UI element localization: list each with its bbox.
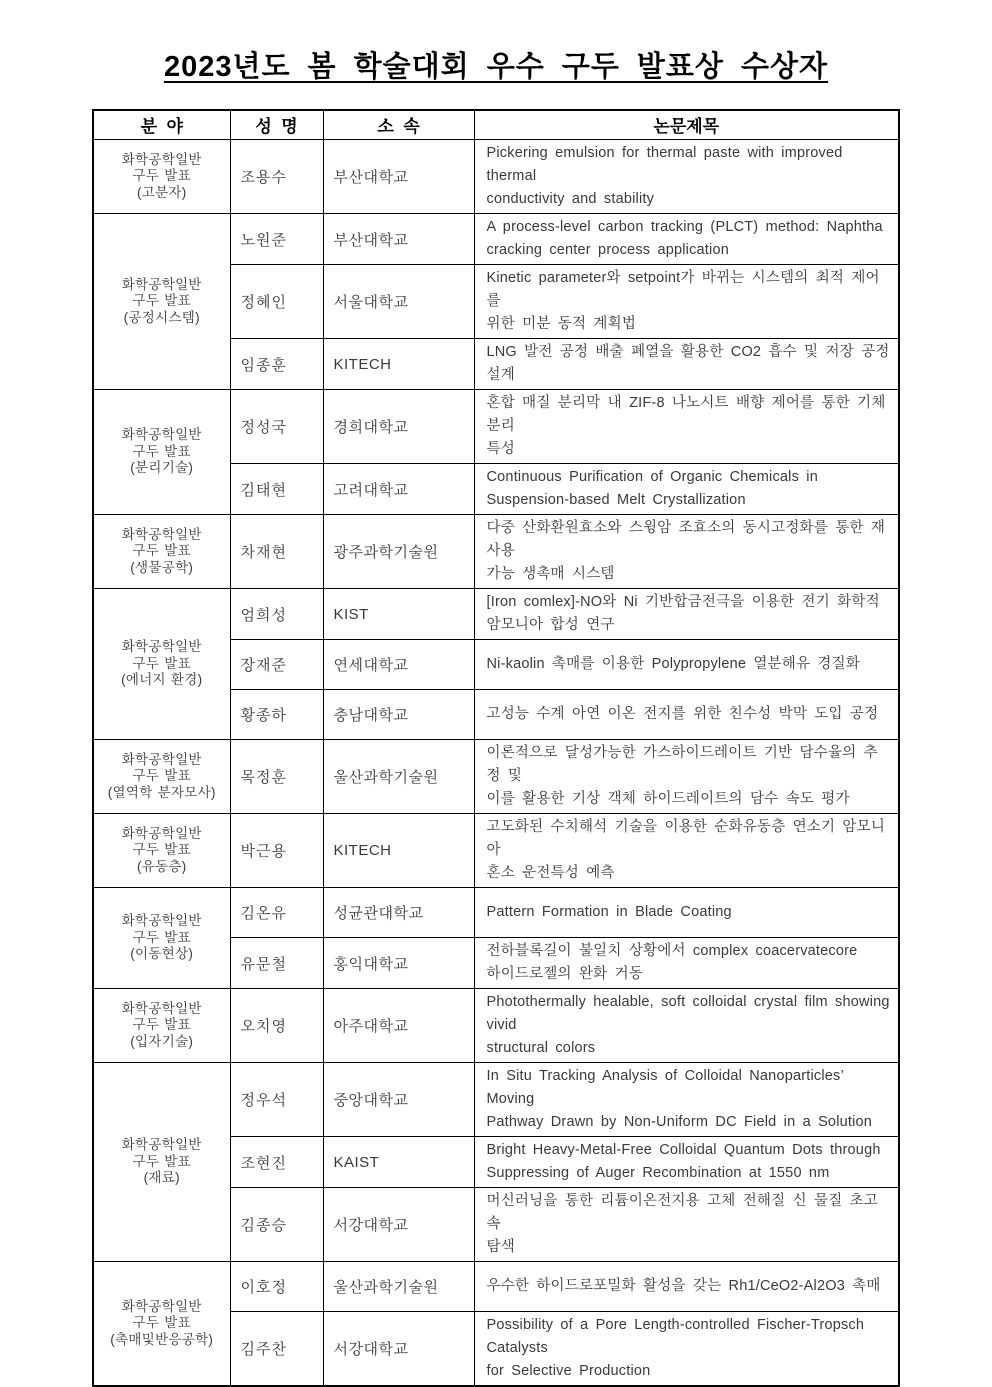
affiliation: 경희대학교: [323, 390, 474, 464]
winner-name: 이호정: [230, 1262, 323, 1312]
column-header-name: 성 명: [230, 110, 323, 140]
paper-title: Pattern Formation in Blade Coating: [474, 888, 899, 938]
paper-title: Continuous Purification of Organic Chemicals in Suspension-based Melt Crystallization: [474, 464, 899, 515]
winner-name: 황종하: [230, 690, 323, 740]
affiliation: 서강대학교: [323, 1312, 474, 1387]
affiliation: KAIST: [323, 1137, 474, 1188]
table-row: [93, 814, 899, 888]
paper-title: 전하블록길이 불일치 상황에서 complex coacervatecore 하이드로젤의 완화 거동: [474, 938, 899, 989]
paper-title: 이론적으로 달성가능한 가스하이드레이트 기반 담수율의 추정 및 이를 활용한 기상 객체 하이드레이트의 담수 속도 평가: [474, 740, 899, 814]
paper-title: LNG 발전 공정 배출 폐열을 활용한 CO2 흡수 및 저장 공정 설계: [474, 339, 899, 390]
table-row: [93, 989, 899, 1063]
paper-title: 혼합 매질 분리막 내 ZIF-8 나노시트 배향 제어를 통한 기체 분리 특성: [474, 390, 899, 464]
affiliation: 연세대학교: [323, 640, 474, 690]
table-row: [93, 214, 899, 265]
affiliation: 서울대학교: [323, 265, 474, 339]
paper-title: Kinetic parameter와 setpoint가 바뀌는 시스템의 최적 제어를 위한 미분 동적 계획법: [474, 265, 899, 339]
winner-name: 정성국: [230, 390, 323, 464]
field-cell: 화학공학일반 구두 발표 (촉매및반응공학): [93, 1262, 230, 1387]
field-cell: 화학공학일반 구두 발표 (고분자): [93, 140, 230, 214]
table-row: [93, 888, 899, 938]
affiliation: 아주대학교: [323, 989, 474, 1063]
affiliation: 고려대학교: [323, 464, 474, 515]
affiliation: 서강대학교: [323, 1188, 474, 1262]
winner-name: 박근용: [230, 814, 323, 888]
affiliation: 홍익대학교: [323, 938, 474, 989]
winner-name: 목정훈: [230, 740, 323, 814]
paper-title: 고성능 수계 아연 이온 전지를 위한 친수성 박막 도입 공정: [474, 690, 899, 740]
awards-table: [92, 109, 900, 1387]
table-row: [93, 1063, 899, 1137]
winner-name: 정우석: [230, 1063, 323, 1137]
table-row: [93, 140, 899, 214]
paper-title: Photothermally healable, soft colloidal crystal film showing vivid structural colors: [474, 989, 899, 1063]
affiliation: KIST: [323, 589, 474, 640]
winner-name: 엄희성: [230, 589, 323, 640]
page-title: 2023년도 봄 학술대회 우수 구두 발표상 수상자: [163, 51, 829, 83]
paper-title: Pickering emulsion for thermal paste with improved thermal conductivity and stability: [474, 140, 899, 214]
winner-name: 정혜인: [230, 265, 323, 339]
column-header-paper-title: 논문제목: [474, 110, 899, 140]
paper-title: [Iron comlex]-NO와 Ni 기반합금전극을 이용한 전기 화학적 암모니아 합성 연구: [474, 589, 899, 640]
affiliation: 부산대학교: [323, 140, 474, 214]
winner-name: 조용수: [230, 140, 323, 214]
field-cell: 화학공학일반 구두 발표 (열역학 분자모사): [93, 740, 230, 814]
winner-name: 노원준: [230, 214, 323, 265]
winner-name: 김온유: [230, 888, 323, 938]
table-row: [93, 515, 899, 589]
affiliation: 울산과학기술원: [323, 740, 474, 814]
affiliation: 성균관대학교: [323, 888, 474, 938]
table-row: [93, 589, 899, 640]
affiliation: 부산대학교: [323, 214, 474, 265]
awards-table-body: [93, 140, 899, 1387]
winner-name: 장재준: [230, 640, 323, 690]
field-cell: 화학공학일반 구두 발표 (에너지 환경): [93, 589, 230, 740]
winner-name: 김태현: [230, 464, 323, 515]
column-header-affiliation: 소 속: [323, 110, 474, 140]
affiliation: 광주과학기술원: [323, 515, 474, 589]
field-cell: 화학공학일반 구두 발표 (생물공학): [93, 515, 230, 589]
paper-title: 우수한 하이드로포밀화 활성을 갖는 Rh1/CeO2-Al2O3 촉매: [474, 1262, 899, 1312]
paper-title: A process-level carbon tracking (PLCT) method: Naphtha cracking center process application: [474, 214, 899, 265]
winner-name: 오치영: [230, 989, 323, 1063]
paper-title: Ni-kaolin 촉매를 이용한 Polypropylene 열분해유 경질화: [474, 640, 899, 690]
table-row: [93, 390, 899, 464]
field-cell: 화학공학일반 구두 발표 (재료): [93, 1063, 230, 1262]
winner-name: 임종훈: [230, 339, 323, 390]
affiliation: 충남대학교: [323, 690, 474, 740]
header-row: [93, 110, 899, 140]
winner-name: 차재현: [230, 515, 323, 589]
table-row: [93, 740, 899, 814]
column-header-field: 분 야: [93, 110, 230, 140]
field-cell: 화학공학일반 구두 발표 (유동층): [93, 814, 230, 888]
field-cell: 화학공학일반 구두 발표 (입자기술): [93, 989, 230, 1063]
table-row: [93, 1262, 899, 1312]
paper-title: 머신러닝을 통한 리튬이온전지용 고체 전해질 신 물질 초고속 탐색: [474, 1188, 899, 1262]
paper-title: Possibility of a Pore Length-controlled Fischer-Tropsch Catalysts for Selective Production: [474, 1312, 899, 1387]
winner-name: 조현진: [230, 1137, 323, 1188]
affiliation: 중앙대학교: [323, 1063, 474, 1137]
paper-title: In Situ Tracking Analysis of Colloidal Nanoparticles’ Moving Pathway Drawn by Non-Uniform DC Field in a Solution: [474, 1063, 899, 1137]
winner-name: 김종승: [230, 1188, 323, 1262]
field-cell: 화학공학일반 구두 발표 (공정시스템): [93, 214, 230, 390]
affiliation: 울산과학기술원: [323, 1262, 474, 1312]
paper-title: 고도화된 수치해석 기술을 이용한 순화유동층 연소기 암모니아 혼소 운전특성 예측: [474, 814, 899, 888]
winner-name: 유문철: [230, 938, 323, 989]
affiliation: KITECH: [323, 339, 474, 390]
field-cell: 화학공학일반 구두 발표 (분리기술): [93, 390, 230, 515]
winner-name: 김주찬: [230, 1312, 323, 1387]
affiliation: KITECH: [323, 814, 474, 888]
paper-title: Bright Heavy-Metal-Free Colloidal Quantum Dots through Suppressing of Auger Recombination at 1550 nm: [474, 1137, 899, 1188]
field-cell: 화학공학일반 구두 발표 (이동현상): [93, 888, 230, 989]
paper-title: 다중 산화환원효소와 스윙암 조효소의 동시고정화를 통한 재사용 가능 생촉매 시스템: [474, 515, 899, 589]
